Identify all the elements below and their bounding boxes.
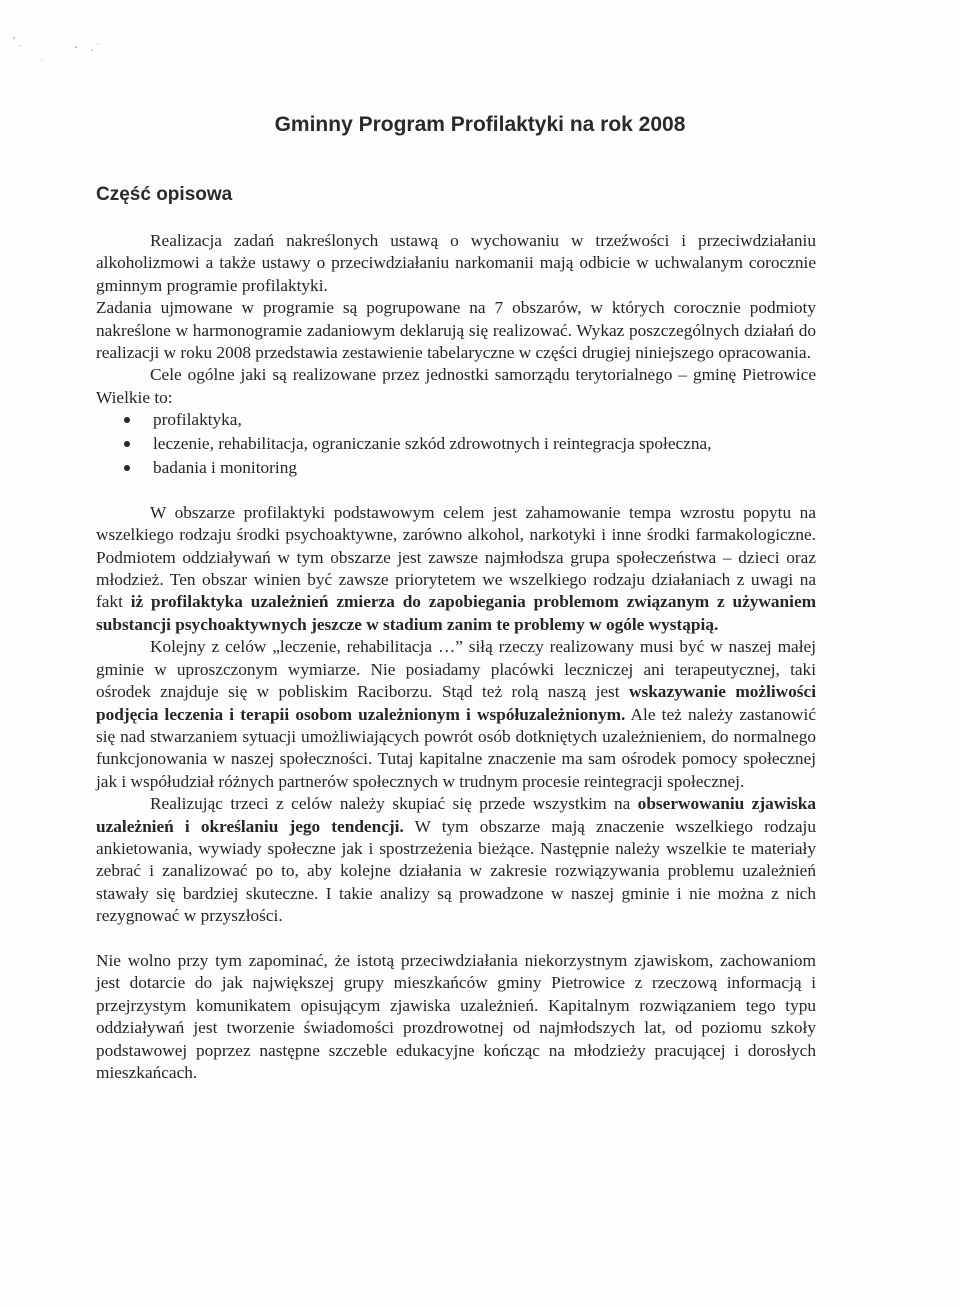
list-item	[96, 433, 816, 455]
paragraph-intro: Realizacja zadań nakreślonych ustawą o wychowaniu w trzeźwości i przeciwdziałaniu alkoholizmowi a także ustawy o przeciwdziałaniu narkomanii mają odbicie w uchwalanym corocznie gminnym programie profilaktyki.	[96, 231, 816, 295]
paragraph-conclusion: Nie wolno przy tym zapominać, że istotą przeciwdziałania niekorzystnym zjawiskom, zachowaniom jest dotarcie do jak największej grupy mieszkańców gminy Pietrowice z rzeczową informacją i przejrzystym komunikatem opisującym zjawiska uzależnień. Kapitalnym rozwiązaniem tego typu oddziaływań jest tworzenie świadomości prozdrowotnej od najmłodszych lat, od poziomu szkoły podstawowej poprzez następne szczeble edukacyjne kończąc na młodzieży pracującej i dorosłych mieszkańcach.	[96, 950, 816, 1082]
list-item-text: leczenie, rehabilitacja, ograniczanie szkód zdrowotnych i reintegracja społeczna,	[153, 434, 712, 454]
emphasis-text: wskazywanie możliwości podjęcia leczenia i terapii osobom uzależnionym i współuzależnionym.	[96, 682, 816, 724]
document-title: Gminny Program Profilaktyki na rok 2008	[274, 113, 686, 136]
paragraph-text: Kolejny z celów „leczenie, rehabilitacja …” siłą rzeczy realizowany musi być w naszej małej gminie w uproszczonym wymiarze. Nie posiadamy placówki leczniczej ani terapeutycznej, taki ośrodek znajduje się w pobliskim Raciborzu. Stąd też rolą naszą jest	[96, 637, 816, 702]
scan-specks	[0, 0, 120, 70]
bullet-icon	[124, 417, 130, 423]
paragraph-text: Realizując trzeci z celów należy skupiać się przede wszystkim na	[150, 794, 638, 814]
bullet-icon	[124, 465, 130, 471]
emphasis-text: iż profilaktyka uzależnień zmierza do zapobiegania problemom związanym z używaniem substancji psychoaktywnych jeszcze w stadium zanim te problemy w ogóle wystąpią.	[96, 592, 817, 634]
emphasis-text: obserwowaniu zjawiska uzależnień i określaniu jego tendencji.	[96, 794, 816, 836]
paragraph-treatment	[96, 636, 816, 793]
paragraph-text: W tym obszarze mają znaczenie wszelkiego rodzaju ankietowania, wywiady społeczne jak i spostrzeżenia bieżące. Następnie należy wszelkie te materiały zebrać i zanalizować po to, aby kolejne działania w zakresie rozwiązywania problemu uzależnień stawały się bardziej skuteczne. I takie analizy są prowadzone w naszej gminie i nie można z nich rezygnować w przyszłości.	[96, 816, 816, 926]
paragraph-monitoring	[96, 793, 816, 927]
list-item	[96, 409, 816, 431]
section-heading: Część opisowa	[96, 184, 233, 205]
paragraph-text: W obszarze profilaktyki podstawowym celem jest zahamowanie tempa wzrostu popytu na wszelkiego rodzaju środki psychoaktywne, zarówno alkohol, narkotyki i inne środki farmakologiczne. Podmiotem oddziaływań w tym obszarze jest zawsze najmłodsza grupa społeczeństwa – dzieci oraz młodzież. Ten obszar winien być zawsze priorytetem we wszelkiego rodzaju działaniach z uwagi na fakt	[96, 502, 816, 612]
bullet-icon	[124, 441, 130, 447]
paragraph-goals-intro: Cele ogólne jaki są realizowane przez jednostki samorządu terytorialnego – gminę Pietrowice Wielkie to:	[96, 365, 816, 407]
list-item-text: badania i monitoring	[153, 458, 297, 478]
document-body	[96, 230, 816, 1084]
list-item-text: profilaktyka,	[153, 410, 242, 430]
paragraph-prevention	[96, 502, 816, 636]
goals-list	[96, 409, 816, 479]
paragraph-areas: Zadania ujmowane w programie są pogrupowane na 7 obszarów, w których corocznie podmioty nakreślone w harmonogramie zadaniowym deklarują się realizować. Wykaz poszczególnych działań do realizacji w roku 2008 przedstawia zestawienie tabelaryczne w części drugiej niniejszego opracowania.	[96, 298, 816, 363]
list-item	[96, 457, 816, 479]
paragraph-text: Ale też należy zastanowić się nad stwarzaniem sytuacji umożliwiających powrót osób dotkniętych uzależnieniem, do normalnego funkcjonowania w naszej społeczności. Tutaj kapitalne znaczenie ma sam ośrodek pomocy społecznej jak i współudział różnych partnerów społecznych w trudnym procesie reintegracji społecznej.	[96, 704, 816, 791]
